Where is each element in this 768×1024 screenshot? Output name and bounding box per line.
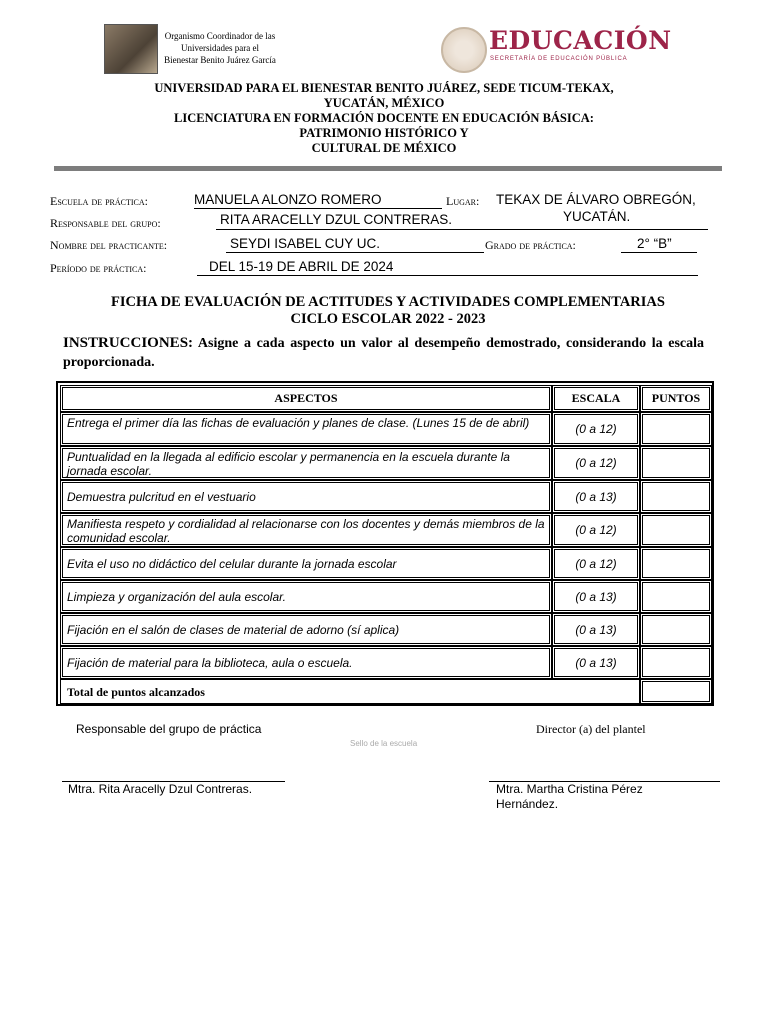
periodo-value[interactable]: DEL 15-19 DE ABRIL DE 2024 xyxy=(209,259,394,274)
scale-cell: (0 a 12) xyxy=(552,446,640,480)
points-input[interactable] xyxy=(640,646,712,679)
aspect-cell: Demuestra pulcritud en el vestuario xyxy=(60,480,552,513)
institution-logo xyxy=(104,24,158,74)
points-input[interactable] xyxy=(640,480,712,513)
escuela-value[interactable]: MANUELA ALONZO ROMERO xyxy=(194,192,382,207)
points-input[interactable] xyxy=(640,412,712,446)
periodo-underline xyxy=(197,275,698,276)
org-line: Universidades para el xyxy=(181,43,259,53)
heading-line: YUCATÁN, MÉXICO xyxy=(323,96,445,110)
responsable-value[interactable]: RITA ARACELLY DZUL CONTRERAS. xyxy=(220,212,453,227)
lugar-value-cont: YUCATÁN. xyxy=(563,209,631,224)
aspect-cell: Puntualidad en la llegada al edificio escolar y permanencia en la escuela durante la jornada escolar. xyxy=(60,446,552,480)
heading-line: CULTURAL DE MÉXICO xyxy=(311,141,457,155)
left-signature-role: Responsable del grupo de práctica xyxy=(76,722,262,736)
practicante-label: Nombre del practicante: xyxy=(50,238,168,252)
instructions-body: Asigne a cada aspecto un valor al desempeño demostrado, considerando la escala proporcionada. xyxy=(63,336,704,370)
aspect-cell: Fijación de material para la biblioteca, aula o escuela. xyxy=(60,646,552,679)
sep-logo-title: EDUCACIÓN xyxy=(489,26,672,55)
org-name xyxy=(160,30,280,66)
heading-line: LICENCIATURA EN FORMACIÓN DOCENTE EN EDUCACIÓN BÁSICA: xyxy=(174,111,594,125)
aspect-cell: Limpieza y organización del aula escolar. xyxy=(60,580,552,613)
grado-label: Grado de práctica: xyxy=(485,238,576,252)
right-signatory-name xyxy=(496,782,643,812)
org-line: Organismo Coordinador de las xyxy=(164,31,276,41)
scale-cell: (0 a 12) xyxy=(552,513,640,547)
left-signatory-name: Mtra. Rita Aracelly Dzul Contreras. xyxy=(68,782,253,796)
grado-underline xyxy=(621,252,697,253)
scale-cell: (0 a 12) xyxy=(552,412,640,446)
periodo-label: Período de práctica: xyxy=(50,261,147,275)
grado-value[interactable]: 2° “B” xyxy=(637,236,672,251)
scale-cell: (0 a 13) xyxy=(552,613,640,646)
school-stamp-label: Sello de la escuela xyxy=(350,739,418,748)
header-puntos: PUNTOS xyxy=(640,385,712,412)
sep-logo-subtitle: SECRETARÍA DE EDUCACIÓN PÚBLICA xyxy=(490,56,628,62)
right-signatory-line: Hernández. xyxy=(496,797,559,811)
instructions xyxy=(63,334,704,372)
responsable-label: Responsable del grupo: xyxy=(50,216,161,230)
total-points-input[interactable] xyxy=(640,679,712,704)
heading-line: UNIVERSIDAD PARA EL BIENESTAR BENITO JUÁREZ, SEDE TICUM-TEKAX, xyxy=(154,81,614,95)
aspect-cell: Manifiesta respeto y cordialidad al relacionarse con los docentes y demás miembros de la comunidad escolar. xyxy=(60,513,552,547)
practicante-underline xyxy=(226,252,484,253)
right-signatory-line: Mtra. Martha Cristina Pérez xyxy=(496,782,643,796)
right-signature-role: Director (a) del plantel xyxy=(536,722,646,736)
evaluation-table xyxy=(56,381,714,706)
org-line: Bienestar Benito Juárez García xyxy=(164,55,276,65)
mexico-seal-icon xyxy=(441,27,487,73)
points-input[interactable] xyxy=(640,613,712,646)
header-aspectos: ASPECTOS xyxy=(60,385,552,412)
scale-cell: (0 a 13) xyxy=(552,480,640,513)
lugar-label: Lugar: xyxy=(446,194,480,208)
lugar-value[interactable]: TEKAX DE ÁLVARO OBREGÓN, xyxy=(496,192,696,207)
points-input[interactable] xyxy=(640,580,712,613)
escuela-underline xyxy=(194,208,442,209)
practicante-value[interactable]: SEYDI ISABEL CUY UC. xyxy=(230,236,381,251)
header-divider xyxy=(54,166,722,171)
title-line: CICLO ESCOLAR 2022 - 2023 xyxy=(290,311,486,327)
heading-line: PATRIMONIO HISTÓRICO Y xyxy=(299,126,469,140)
university-heading xyxy=(60,81,708,156)
header-escala: ESCALA xyxy=(552,385,640,412)
scale-cell: (0 a 12) xyxy=(552,547,640,580)
aspect-cell: Fijación en el salón de clases de material de adorno (sí aplica) xyxy=(60,613,552,646)
points-input[interactable] xyxy=(640,547,712,580)
responsable-underline xyxy=(216,229,708,230)
escuela-label: Escuela de práctica: xyxy=(50,194,149,208)
instructions-head: INSTRUCCIONES: xyxy=(63,335,194,351)
total-label: Total de puntos alcanzados xyxy=(60,679,640,704)
points-input[interactable] xyxy=(640,513,712,547)
scale-cell: (0 a 13) xyxy=(552,646,640,679)
scale-cell: (0 a 13) xyxy=(552,580,640,613)
title-line: FICHA DE EVALUACIÓN DE ACTITUDES Y ACTIVIDADES COMPLEMENTARIAS xyxy=(111,294,665,310)
points-input[interactable] xyxy=(640,446,712,480)
aspect-cell: Evita el uso no didáctico del celular durante la jornada escolar xyxy=(60,547,552,580)
document-title xyxy=(40,294,736,328)
aspect-cell: Entrega el primer día las fichas de evaluación y planes de clase. (Lunes 15 de de abril) xyxy=(60,412,552,446)
